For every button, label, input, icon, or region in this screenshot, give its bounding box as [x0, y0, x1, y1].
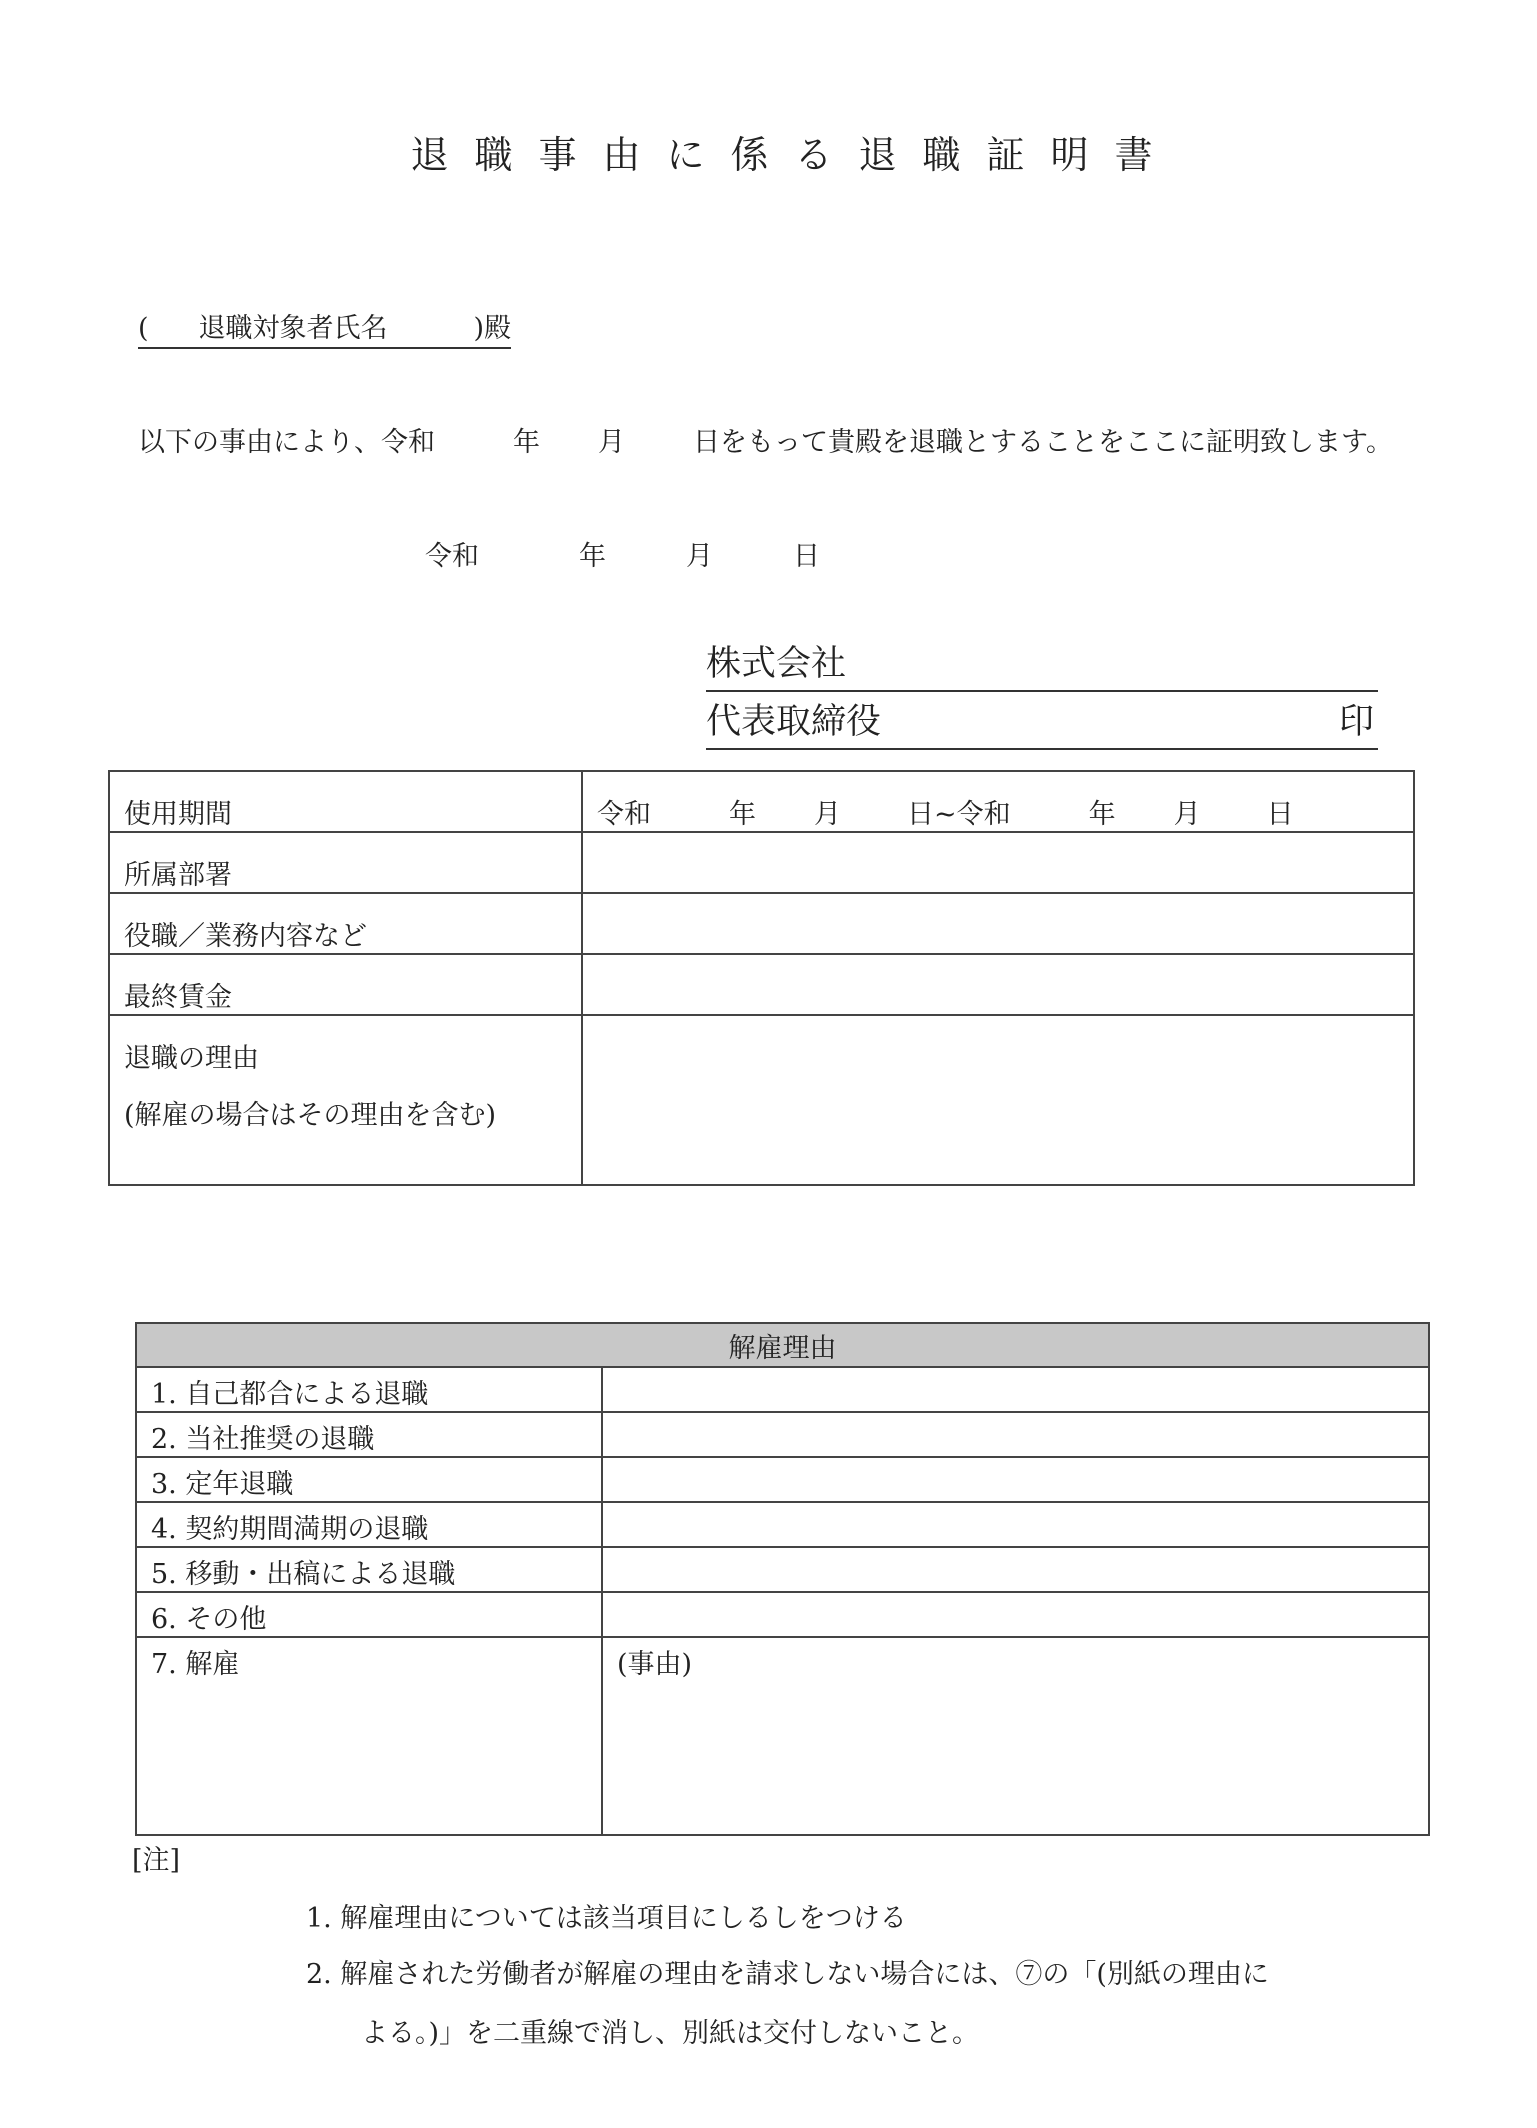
period-month2: 月 [1173, 799, 1201, 830]
reason-item-7: 7. 解雇 [136, 1637, 602, 1835]
table-row [136, 1412, 1429, 1457]
table-row [109, 893, 1414, 954]
document-title: 退職事由に係る退職証明書 [410, 133, 1179, 177]
position-label: 役職／業務内容など [109, 893, 582, 954]
table-row [136, 1637, 1429, 1835]
period-label: 使用期間 [109, 771, 582, 832]
reason-item-5: 5. 移動・出稿による退職 [136, 1547, 602, 1592]
note-2-line2: よる。)」を二重線で消し、別紙は交付しないこと。 [361, 2018, 980, 2049]
reason-label-line2: (解雇の場合はその理由を含む) [124, 1100, 497, 1131]
position-value[interactable] [582, 893, 1414, 954]
addressee-open: ( [138, 313, 149, 344]
period-value [582, 771, 1414, 832]
statement-prefix: 以下の事由により、令和 [138, 427, 435, 458]
dismissal-reason-header: 解雇理由 [136, 1323, 1429, 1367]
reason-mark-6[interactable] [602, 1592, 1429, 1637]
period-day2: 日 [1266, 799, 1294, 830]
reason-item-4: 4. 契約期間満期の退職 [136, 1502, 602, 1547]
wage-value[interactable] [582, 954, 1414, 1015]
issue-date-month: 月 [686, 541, 713, 572]
period-day1-era2: 日~令和 [907, 799, 1011, 830]
reason-label-line1: 退職の理由 [124, 1043, 259, 1074]
reason-mark-3[interactable] [602, 1457, 1429, 1502]
notes-heading: [注] [132, 1845, 181, 1876]
issue-date-era: 令和 [425, 541, 479, 572]
addressee-line [138, 306, 511, 349]
reason-mark-2[interactable] [602, 1412, 1429, 1457]
certification-statement [138, 420, 1393, 459]
table-row [136, 1367, 1429, 1412]
representative-label: 代表取締役 [706, 702, 882, 742]
reason-item-1: 1. 自己都合による退職 [136, 1367, 602, 1412]
table-row [109, 832, 1414, 893]
period-year2: 年 [1088, 799, 1116, 830]
note-1: 1. 解雇理由については該当項目にしるしをつける [306, 1903, 907, 1934]
department-label: 所属部署 [109, 832, 582, 893]
table-row [109, 771, 1414, 832]
addressee-close: )殿 [473, 313, 512, 344]
table-row [109, 1015, 1414, 1185]
table-row [109, 954, 1414, 1015]
department-value[interactable] [582, 832, 1414, 893]
note-2-line1: 2. 解雇された労働者が解雇の理由を請求しない場合には、⑦の「(別紙の理由に [306, 1959, 1269, 1990]
dismissal-grounds-value[interactable]: (事由) [602, 1637, 1429, 1835]
table-row [136, 1457, 1429, 1502]
reason-item-6: 6. その他 [136, 1592, 602, 1637]
issue-date [425, 534, 820, 573]
seal-mark: 印 [1338, 702, 1374, 742]
issue-date-day: 日 [793, 541, 820, 572]
period-month1: 月 [814, 799, 841, 830]
resignation-reason-label [109, 1015, 582, 1185]
note-2 [306, 1952, 1269, 2050]
wage-label: 最終賃金 [109, 954, 582, 1015]
company-label: 株式会社 [706, 644, 847, 684]
employment-info-table [108, 770, 1415, 1186]
reason-item-3: 3. 定年退職 [136, 1457, 602, 1502]
table-row [136, 1502, 1429, 1547]
table-row [136, 1547, 1429, 1592]
company-name-line [706, 636, 1378, 692]
statement-month: 月 [598, 427, 625, 458]
reason-mark-5[interactable] [602, 1547, 1429, 1592]
statement-year: 年 [513, 427, 540, 458]
period-era1: 令和 [597, 799, 651, 830]
period-year1: 年 [729, 799, 756, 830]
reason-item-2: 2. 当社推奨の退職 [136, 1412, 602, 1457]
table-row [136, 1592, 1429, 1637]
statement-suffix: 日をもって貴殿を退職とすることをここに証明致します。 [693, 427, 1393, 458]
dismissal-reason-table [135, 1322, 1430, 1836]
resignation-reason-value[interactable] [582, 1015, 1414, 1185]
addressee-name-placeholder: 退職対象者氏名 [198, 313, 388, 344]
representative-line [706, 694, 1378, 750]
reason-mark-4[interactable] [602, 1502, 1429, 1547]
reason-mark-1[interactable] [602, 1367, 1429, 1412]
issue-date-year: 年 [579, 541, 606, 572]
